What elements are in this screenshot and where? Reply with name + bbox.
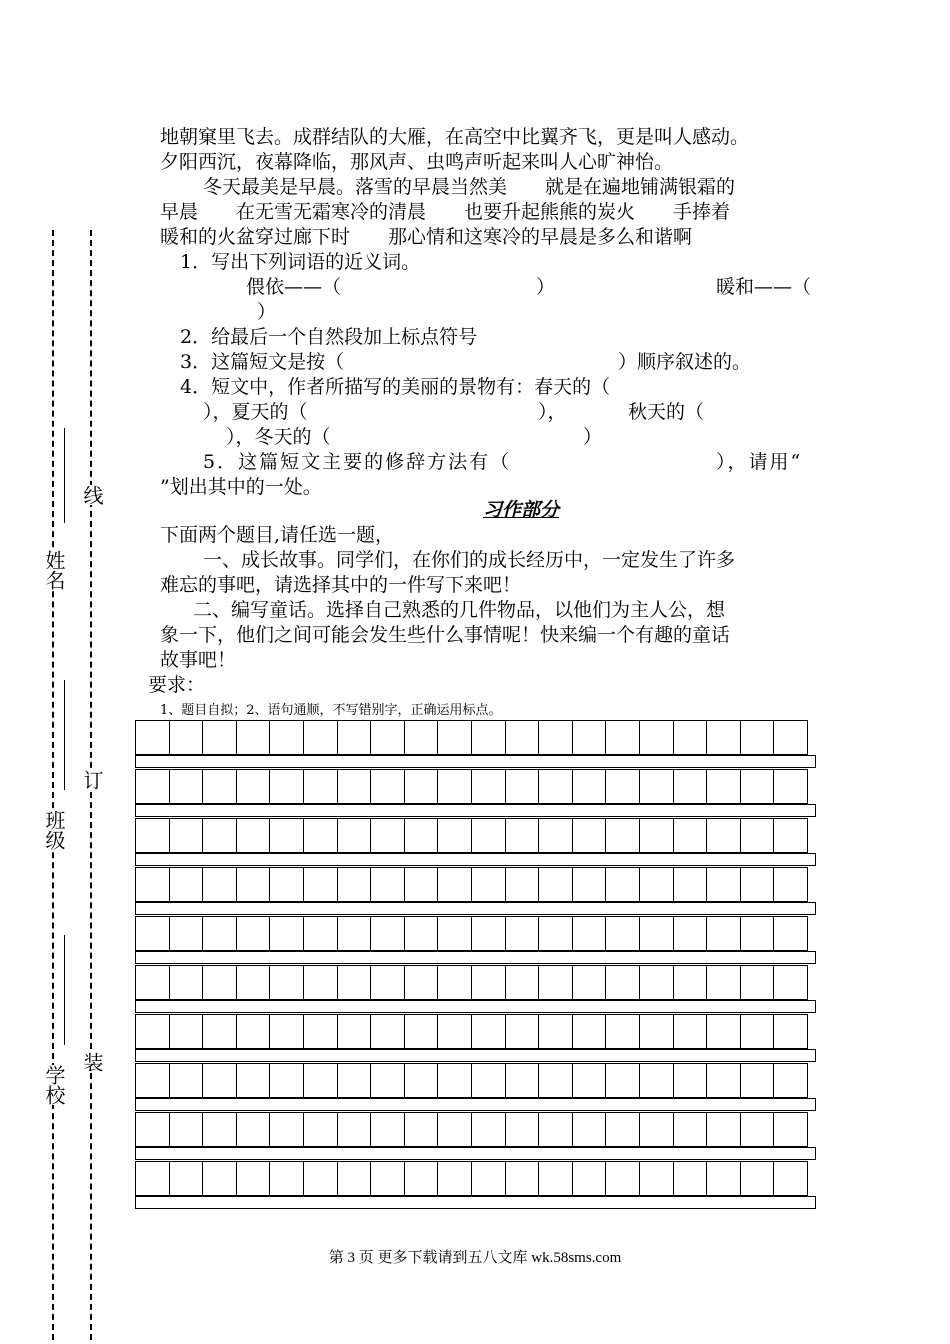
grid-cell[interactable] [269, 818, 304, 853]
grid-cell[interactable] [639, 769, 674, 804]
passage-line-2: 夕阳西沉，夜幕降临，那风声、虫鸣声听起来叫人心旷神怡。 [160, 151, 674, 173]
grid-cell[interactable] [437, 1161, 472, 1196]
grid-cell[interactable] [437, 916, 472, 951]
requirements-text: 1、题目自拟；2、语句通顺，不写错别字，正确运用标点。 [160, 703, 502, 718]
grid-cell[interactable] [538, 1063, 573, 1098]
grid-cell[interactable] [437, 965, 472, 1000]
grid-cell[interactable] [437, 1112, 472, 1147]
grid-cell[interactable] [740, 1112, 775, 1147]
grid-cell[interactable] [169, 769, 204, 804]
grid-cell[interactable] [639, 720, 674, 755]
grid-cell[interactable] [706, 867, 741, 902]
question-3-end: ）顺序叙述的。 [618, 351, 752, 373]
school-label: 学校 [42, 1065, 66, 1105]
question-1-word-a: 偎依——（ [246, 276, 342, 298]
grid-cell[interactable] [337, 867, 372, 902]
grid-cell[interactable] [505, 720, 540, 755]
grid-cell[interactable] [437, 1014, 472, 1049]
grid-cell[interactable] [706, 1161, 741, 1196]
writing-intro: 下面两个题目,请任选一题， [160, 524, 395, 546]
grid-cell[interactable] [471, 965, 506, 1000]
passage-line-3: 冬天最美是早晨。落雪的早晨当然美 就是在遍地铺满银霜的 [203, 176, 736, 198]
class-label: 班级 [42, 810, 66, 850]
grid-cell[interactable] [706, 720, 741, 755]
grid-cell[interactable] [605, 1014, 640, 1049]
question-4-summer: ），夏天的（ [203, 401, 308, 423]
grid-cell[interactable] [404, 769, 439, 804]
grid-cell[interactable] [538, 1112, 573, 1147]
grid-row-gap [135, 804, 816, 817]
grid-cell[interactable] [773, 867, 808, 902]
grid-cell[interactable] [673, 965, 708, 1000]
grid-row-gap [135, 951, 816, 964]
grid-cell[interactable] [236, 1161, 271, 1196]
grid-cell[interactable] [773, 1014, 808, 1049]
grid-cell[interactable] [673, 1161, 708, 1196]
question-1: 1．写出下列词语的近义词。 [180, 251, 421, 273]
grid-cell[interactable] [169, 1161, 204, 1196]
grid-cell[interactable] [370, 1161, 405, 1196]
class-write-line [64, 680, 65, 790]
passage-line-5: 暖和的火盆穿过廊下时 那心情和这寒冷的早晨是多么和谐啊 [160, 226, 693, 248]
grid-cell[interactable] [706, 916, 741, 951]
grid-cell[interactable] [404, 965, 439, 1000]
grid-cell[interactable] [605, 769, 640, 804]
xian-label: 线 [80, 485, 104, 505]
grid-cell[interactable] [673, 1112, 708, 1147]
grid-cell[interactable] [236, 1014, 271, 1049]
grid-cell[interactable] [505, 1161, 540, 1196]
topic-2-line-3: 故事吧！ [160, 649, 237, 671]
grid-cell[interactable] [572, 965, 607, 1000]
grid-cell[interactable] [135, 720, 170, 755]
grid-cell[interactable] [202, 867, 237, 902]
grid-cell[interactable] [572, 867, 607, 902]
grid-cell[interactable] [202, 1112, 237, 1147]
grid-cell[interactable] [437, 769, 472, 804]
grid-cell[interactable] [437, 1063, 472, 1098]
grid-cell[interactable] [471, 1112, 506, 1147]
grid-cell[interactable] [505, 769, 540, 804]
grid-cell[interactable] [169, 965, 204, 1000]
grid-cell[interactable] [269, 769, 304, 804]
name-label: 姓名 [42, 550, 66, 590]
grid-cell[interactable] [269, 1014, 304, 1049]
grid-cell[interactable] [370, 1063, 405, 1098]
grid-cell[interactable] [605, 818, 640, 853]
grid-cell[interactable] [538, 720, 573, 755]
grid-cell[interactable] [706, 769, 741, 804]
grid-cell[interactable] [404, 1014, 439, 1049]
grid-cell[interactable] [337, 1063, 372, 1098]
grid-cell[interactable] [605, 1161, 640, 1196]
grid-cell[interactable] [572, 1161, 607, 1196]
grid-cell[interactable] [370, 720, 405, 755]
grid-cell[interactable] [538, 965, 573, 1000]
grid-cell[interactable] [538, 916, 573, 951]
grid-row-gap [135, 1098, 816, 1111]
grid-cell[interactable] [135, 965, 170, 1000]
grid-cell[interactable] [370, 769, 405, 804]
grid-cell[interactable] [303, 1112, 338, 1147]
grid-cell[interactable] [706, 965, 741, 1000]
grid-cell[interactable] [169, 1112, 204, 1147]
school-write-line [64, 935, 65, 1045]
grid-cell[interactable] [773, 818, 808, 853]
grid-cell[interactable] [303, 1063, 338, 1098]
grid-cell[interactable] [269, 965, 304, 1000]
grid-cell[interactable] [169, 916, 204, 951]
grid-cell[interactable] [236, 720, 271, 755]
grid-cell[interactable] [505, 916, 540, 951]
grid-cell[interactable] [673, 720, 708, 755]
grid-cell[interactable] [135, 867, 170, 902]
grid-cell[interactable] [773, 916, 808, 951]
grid-cell[interactable] [404, 1063, 439, 1098]
grid-cell[interactable] [337, 769, 372, 804]
grid-cell[interactable] [673, 769, 708, 804]
grid-row-gap [135, 1196, 816, 1209]
grid-cell[interactable] [337, 965, 372, 1000]
grid-cell[interactable] [236, 818, 271, 853]
grid-cell[interactable] [202, 965, 237, 1000]
grid-cell[interactable] [337, 1014, 372, 1049]
grid-cell[interactable] [303, 916, 338, 951]
grid-cell[interactable] [773, 720, 808, 755]
grid-cell[interactable] [740, 1014, 775, 1049]
grid-cell[interactable] [538, 1161, 573, 1196]
grid-cell[interactable] [471, 769, 506, 804]
grid-cell[interactable] [538, 867, 573, 902]
grid-cell[interactable] [639, 965, 674, 1000]
grid-cell[interactable] [303, 965, 338, 1000]
grid-cell[interactable] [269, 1161, 304, 1196]
grid-cell[interactable] [505, 867, 540, 902]
question-4-winter-close: ） [583, 426, 603, 448]
grid-cell[interactable] [135, 1112, 170, 1147]
grid-cell[interactable] [370, 1112, 405, 1147]
grid-cell[interactable] [202, 818, 237, 853]
page-footer: 第 3 页 更多下载请到五八文库 wk.58sms.com [328, 1250, 622, 1266]
grid-cell[interactable] [169, 1014, 204, 1049]
grid-cell[interactable] [740, 818, 775, 853]
grid-cell[interactable] [337, 1161, 372, 1196]
grid-cell[interactable] [169, 720, 204, 755]
grid-cell[interactable] [337, 916, 372, 951]
grid-cell[interactable] [773, 769, 808, 804]
grid-cell[interactable] [740, 1063, 775, 1098]
question-4: 4．短文中，作者所描写的美丽的景物有：春天的（ [180, 376, 611, 398]
grid-cell[interactable] [740, 720, 775, 755]
question-4-summer-close: ）， [538, 401, 567, 423]
grid-cell[interactable] [135, 1014, 170, 1049]
question-5-end: ”划出其中的一处。 [160, 476, 322, 498]
grid-row-gap [135, 1000, 816, 1013]
grid-cell[interactable] [639, 867, 674, 902]
grid-cell[interactable] [773, 1112, 808, 1147]
grid-cell[interactable] [303, 818, 338, 853]
grid-cell[interactable] [202, 769, 237, 804]
grid-cell[interactable] [303, 720, 338, 755]
passage-line-1: 地朝窠里飞去。成群结队的大雁，在高空中比翼齐飞，更是叫人感动。 [160, 126, 750, 148]
writing-title: 习作部分 [483, 499, 560, 521]
grid-cell[interactable] [437, 818, 472, 853]
grid-cell[interactable] [572, 769, 607, 804]
grid-cell[interactable] [740, 1161, 775, 1196]
grid-cell[interactable] [572, 916, 607, 951]
grid-cell[interactable] [236, 867, 271, 902]
grid-cell[interactable] [269, 1112, 304, 1147]
grid-cell[interactable] [706, 1112, 741, 1147]
grid-cell[interactable] [169, 1063, 204, 1098]
grid-cell[interactable] [370, 965, 405, 1000]
grid-cell[interactable] [639, 1161, 674, 1196]
grid-cell[interactable] [303, 769, 338, 804]
grid-cell[interactable] [673, 1014, 708, 1049]
grid-cell[interactable] [706, 818, 741, 853]
grid-cell[interactable] [673, 867, 708, 902]
grid-cell[interactable] [370, 916, 405, 951]
grid-row-gap [135, 902, 816, 915]
grid-cell[interactable] [605, 916, 640, 951]
grid-cell[interactable] [673, 1063, 708, 1098]
grid-cell[interactable] [236, 965, 271, 1000]
question-5-mid: ），请用“ [716, 451, 803, 473]
grid-cell[interactable] [135, 916, 170, 951]
grid-cell[interactable] [538, 1014, 573, 1049]
grid-cell[interactable] [538, 769, 573, 804]
grid-cell[interactable] [236, 1112, 271, 1147]
grid-cell[interactable] [437, 867, 472, 902]
grid-cell[interactable] [202, 1063, 237, 1098]
grid-cell[interactable] [572, 720, 607, 755]
grid-cell[interactable] [572, 1014, 607, 1049]
grid-cell[interactable] [169, 867, 204, 902]
grid-cell[interactable] [740, 769, 775, 804]
question-5: 5．这篇短文主要的修辞方法有（ [203, 451, 512, 473]
grid-cell[interactable] [505, 1063, 540, 1098]
grid-cell[interactable] [437, 720, 472, 755]
grid-cell[interactable] [471, 720, 506, 755]
grid-cell[interactable] [773, 965, 808, 1000]
question-4-winter: ），冬天的（ [226, 426, 331, 448]
question-1-word-b-close: ） [257, 301, 277, 323]
grid-cell[interactable] [135, 1161, 170, 1196]
name-write-line [64, 428, 65, 523]
grid-cell[interactable] [639, 1063, 674, 1098]
grid-cell[interactable] [370, 1014, 405, 1049]
grid-row-gap [135, 853, 816, 866]
grid-cell[interactable] [236, 916, 271, 951]
grid-cell[interactable] [572, 1112, 607, 1147]
grid-row-gap [135, 1147, 816, 1160]
grid-cell[interactable] [639, 916, 674, 951]
grid-cell[interactable] [202, 1014, 237, 1049]
grid-cell[interactable] [471, 1014, 506, 1049]
ding-label: 订 [80, 770, 104, 790]
grid-cell[interactable] [404, 1112, 439, 1147]
grid-cell[interactable] [706, 1014, 741, 1049]
grid-row-gap [135, 755, 816, 768]
grid-cell[interactable] [337, 1112, 372, 1147]
grid-cell[interactable] [572, 1063, 607, 1098]
grid-cell[interactable] [404, 720, 439, 755]
question-3: 3．这篇短文是按（ [180, 351, 345, 373]
grid-cell[interactable] [639, 818, 674, 853]
grid-cell[interactable] [740, 965, 775, 1000]
grid-cell[interactable] [269, 867, 304, 902]
grid-cell[interactable] [303, 867, 338, 902]
topic-1-line-1: 一、成长故事。同学们，在你们的成长经历中，一定发生了许多 [203, 549, 736, 571]
grid-cell[interactable] [269, 916, 304, 951]
grid-cell[interactable] [269, 720, 304, 755]
grid-cell[interactable] [370, 867, 405, 902]
grid-cell[interactable] [773, 1161, 808, 1196]
grid-cell[interactable] [337, 818, 372, 853]
requirements-label: 要求： [148, 674, 206, 696]
topic-2-line-2: 象一下，他们之间可能会发生些什么事情呢！快来编一个有趣的童话 [160, 624, 731, 646]
grid-cell[interactable] [135, 769, 170, 804]
grid-cell[interactable] [605, 867, 640, 902]
grid-cell[interactable] [572, 818, 607, 853]
grid-cell[interactable] [236, 769, 271, 804]
grid-cell[interactable] [471, 867, 506, 902]
grid-cell[interactable] [505, 965, 540, 1000]
grid-cell[interactable] [639, 1112, 674, 1147]
grid-cell[interactable] [740, 916, 775, 951]
grid-cell[interactable] [135, 818, 170, 853]
zhuang-label: 装 [80, 1052, 104, 1072]
grid-cell[interactable] [505, 818, 540, 853]
grid-cell[interactable] [303, 1014, 338, 1049]
grid-cell[interactable] [471, 1063, 506, 1098]
grid-cell[interactable] [706, 1063, 741, 1098]
question-4-autumn: 秋天的（ [628, 401, 705, 423]
grid-cell[interactable] [773, 1063, 808, 1098]
binding-line-outer [52, 230, 54, 1340]
grid-cell[interactable] [337, 720, 372, 755]
grid-cell[interactable] [236, 1063, 271, 1098]
question-1-word-a-close: ） [536, 276, 556, 298]
grid-cell[interactable] [605, 965, 640, 1000]
grid-cell[interactable] [169, 818, 204, 853]
passage-line-4: 早晨 在无雪无霜寒冷的清晨 也要升起熊熊的炭火 手捧着 [160, 201, 731, 223]
grid-cell[interactable] [505, 1014, 540, 1049]
grid-row-gap [135, 1049, 816, 1062]
grid-cell[interactable] [404, 916, 439, 951]
grid-cell[interactable] [202, 720, 237, 755]
grid-cell[interactable] [303, 1161, 338, 1196]
grid-cell[interactable] [673, 818, 708, 853]
grid-cell[interactable] [605, 720, 640, 755]
grid-cell[interactable] [202, 916, 237, 951]
grid-cell[interactable] [538, 818, 573, 853]
grid-cell[interactable] [404, 1161, 439, 1196]
question-2: 2．给最后一个自然段加上标点符号 [180, 326, 478, 348]
grid-cell[interactable] [505, 1112, 540, 1147]
grid-cell[interactable] [135, 1063, 170, 1098]
grid-cell[interactable] [740, 867, 775, 902]
grid-cell[interactable] [639, 1014, 674, 1049]
grid-cell[interactable] [404, 818, 439, 853]
grid-cell[interactable] [605, 1063, 640, 1098]
grid-cell[interactable] [404, 867, 439, 902]
question-1-word-b: 暖和——（ [716, 276, 812, 298]
topic-2-line-1: 二、编写童话。选择自己熟悉的几件物品，以他们为主人公，想 [193, 599, 726, 621]
grid-cell[interactable] [202, 1161, 237, 1196]
grid-cell[interactable] [471, 1161, 506, 1196]
grid-cell[interactable] [673, 916, 708, 951]
grid-cell[interactable] [471, 818, 506, 853]
grid-cell[interactable] [605, 1112, 640, 1147]
grid-cell[interactable] [370, 818, 405, 853]
grid-cell[interactable] [471, 916, 506, 951]
grid-cell[interactable] [269, 1063, 304, 1098]
topic-1-line-2: 难忘的事吧，请选择其中的一件写下来吧！ [160, 574, 522, 596]
